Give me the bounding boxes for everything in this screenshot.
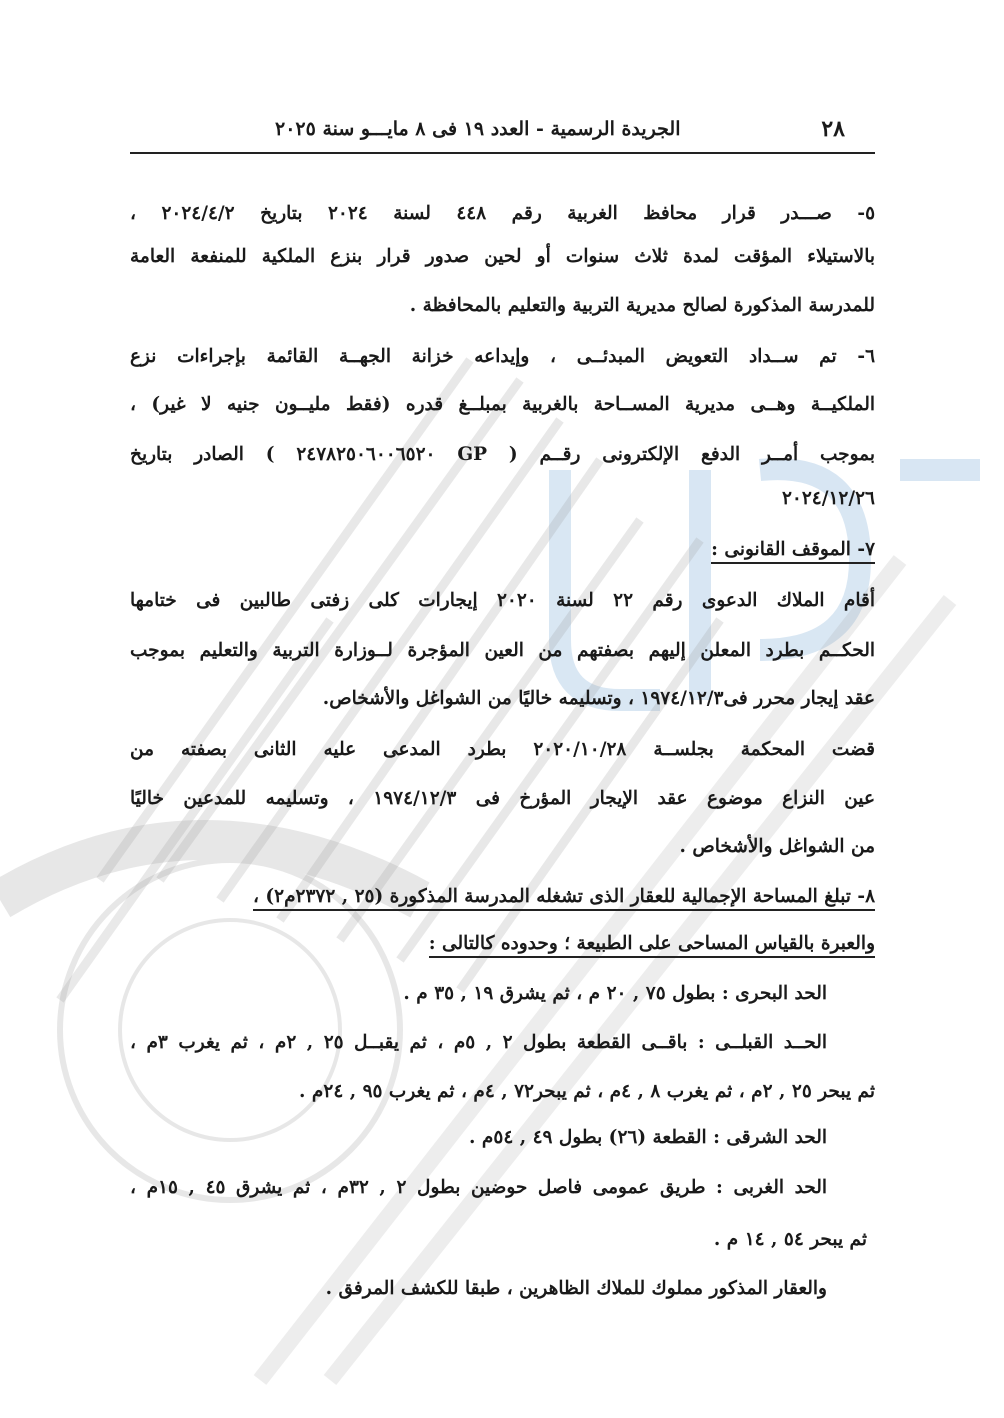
paragraph-line: الملكيــة وهــى مديرية المســاحة بالغربية بمبلــغ قدره (فقط مليــون جنيه لا غير) ، [130,394,875,415]
boundary-south-continued: ثم يبحر ٢٥ , ٢م ، ثم يغرب ٨ , ٤م ، ثم يبحر٧٢ , ٤م ، ثم يغرب ٩٥ , ٢٤م . [299,1081,875,1102]
paragraph-line: الحكــم بطرد المعلن إليهم بصفتهم من العين المؤجرة لــوزارة التربية والتعليم بموجب [130,640,875,661]
paragraph-line: أقام الملاك الدعوى رقم ٢٢ لسنة ٢٠٢٠ إيجارات كلى زفتى طالبين فى ختامها [130,590,876,611]
paragraph-line: ٢٠٢٤/١٢/٢٦ [781,488,875,509]
paragraph-line: عين النزاع موضوع عقد الإيجار المؤرخ فى ١٩٧٤/١٢/٣ ، وتسليمه للمدعين خاليًا [130,788,875,809]
paragraph-line: عقد إيجار محرر فى١٩٧٤/١٢/٣ ، وتسليمه خاليًا من الشواغل والأشخاص. [322,688,875,709]
gazette-title: الجريدة الرسمية - العدد ١٩ فى ٨ مايـــو سنة ٢٠٢٥ [275,118,681,140]
boundary-west-continued: ثم يبحر ٥٤ , ١٤ م . [713,1229,867,1250]
boundary-north: الحد البحرى : بطول ٧٥ , ٢٠ م ، ثم يشرق ١٩ , ٣٥ م . [403,983,827,1004]
paragraph-line: ٦- تم ســداد التعويض المبدئــى ، وإيداعه خزانة الجهــة القائمة بإجراءات نزع [130,346,875,367]
paragraph-line: ٥- صـــدر قرار محافظ الغربية رقم ٤٤٨ لسنة ٢٠٢٤ بتاريخ ٢٠٢٤/٤/٢ ، [130,203,875,224]
document-page [130,0,875,1418]
boundary-west: الحد الغربى : طريق عمومى فاصل حوضين بطول ٢ , ٣٢م ، ثم يشرق ٤٥ , ١٥م ، [130,1177,827,1198]
legal-status-heading: ٧- الموقف القانونى : [711,539,875,564]
area-line [130,883,875,911]
boundary-south: الحــد القبلــى : باقــى القطعة بطول ٢ , ٥م ، ثم يقبــل ٢٥ , ٢م ، ثم يغرب ٣م ، [130,1032,827,1053]
boundaries-line [130,930,875,958]
boundary-east: الحد الشرقى : القطعة (٢٦) بطول ٤٩ , ٥٤م . [469,1127,827,1148]
page-number: ٢٨ [821,116,845,142]
paragraph-line: بالاستيلاء المؤقت لمدة ثلاث سنوات أو لحين صدور قرار بنزع الملكية للمنفعة العامة [130,246,875,267]
paragraph-line: قضت المحكمة بجلســة ٢٠٢٠/١٠/٢٨ بطرد المدعى عليه الثانى بصفته من [130,739,875,760]
area-statement: ٨- تبلغ المساحة الإجمالية للعقار الذى تشغله المدرسة المذكورة (٢٥ , ٢٣٧٢م٢) ، [253,886,875,911]
section-heading [130,536,875,564]
paragraph-line: للمدرسة المذكورة لصالح مديرية التربية والتعليم بالمحافظة . [409,295,875,316]
ownership-statement: والعقار المذكور مملوك للملاك الظاهرين ، طبقا للكشف المرفق . [325,1278,827,1299]
boundaries-intro: والعبرة بالقياس المساحى على الطبيعة ؛ وحدوده كالتالى : [429,933,875,958]
paragraph-line: من الشواغل والأشخاص . [679,836,875,857]
paragraph-line: بموجب أمــر الدفع الإلكترونى رقــم ( GP ٢٤٧٨٢٥٠٦٠٠٦٥٢٠ ) الصادر بتاريخ [130,444,875,465]
page-header [130,112,875,154]
